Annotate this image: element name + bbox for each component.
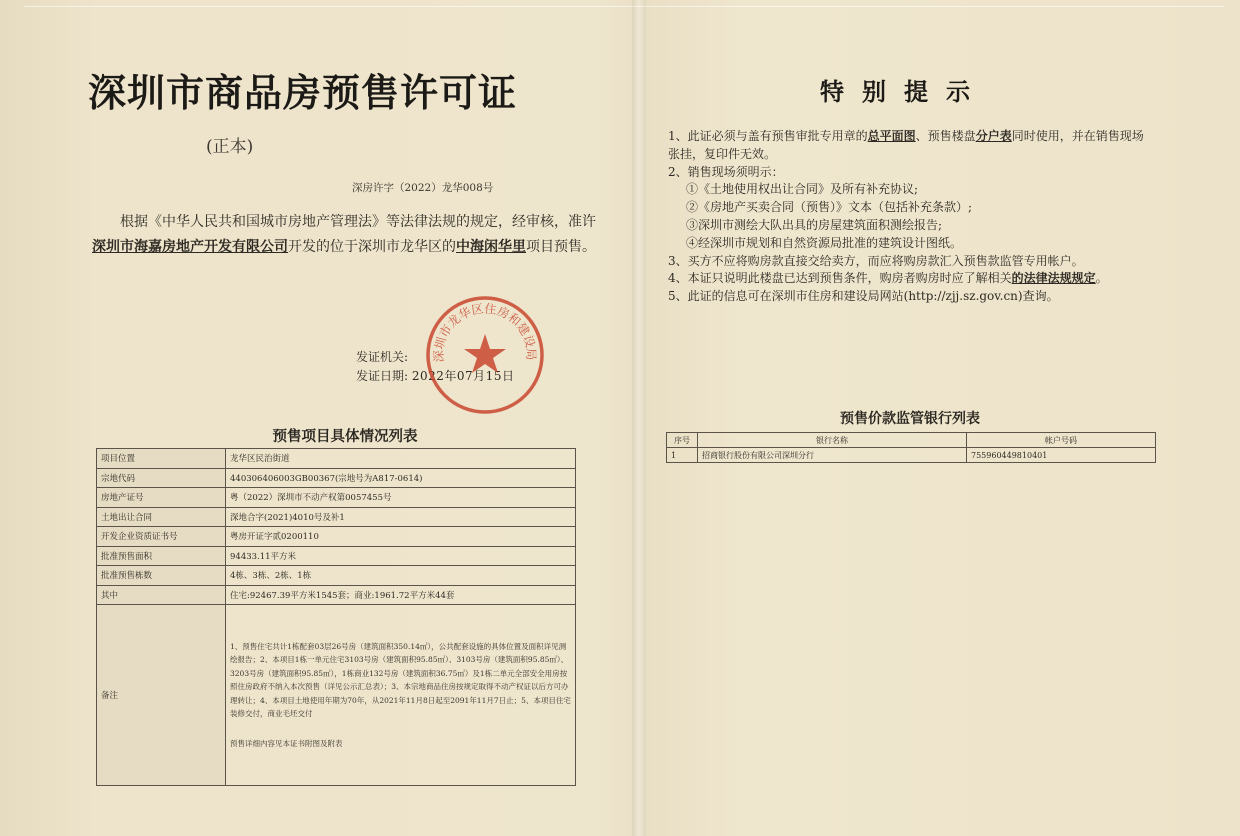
table-row: [97, 585, 576, 605]
right-page: [650, 0, 1190, 836]
date-label: 发证日期:: [356, 369, 409, 383]
body-part-2: 开发的位于深圳市龙华区的: [288, 239, 456, 255]
body-part-1: 根据《中华人民共和国城市房地产管理法》等法律法规的规定，经审核，准许: [120, 214, 596, 230]
table-row: [97, 507, 576, 527]
table-row: [97, 527, 576, 547]
notice-title: 特别提示: [820, 78, 988, 106]
notice-item-text: 。: [1095, 271, 1108, 286]
notice-item: [668, 164, 1148, 182]
notice-item: [668, 253, 1148, 271]
row-key: 宗地代码: [97, 468, 226, 488]
notice-item-text: 销售现场须明示：: [687, 164, 784, 179]
project-info-table: [96, 448, 576, 786]
notice-item: [668, 181, 1148, 199]
official-seal: [424, 294, 546, 416]
notice-item: [668, 270, 1148, 288]
remark-cell: [226, 605, 576, 786]
row-value: 440306406003GB00367(宗地号为A817-0614): [226, 468, 576, 488]
notice-item-emphasis: 分户表: [975, 129, 1012, 143]
notice-item: [668, 128, 1148, 164]
issue-date: 2022年07月15日: [411, 369, 515, 383]
row-value: 住宅:92467.39平方米1545套；商业:1961.72平方米44套: [226, 585, 576, 605]
bank-row-account: 755960449810401: [967, 448, 1156, 463]
row-value: 龙华区民治街道: [226, 449, 576, 469]
notice-item-text: 此证必须与盖有预售审批专用章的: [687, 129, 868, 143]
notice-item-emphasis: 的法律法规规定: [1011, 271, 1096, 286]
copy-type-label: (正本): [206, 137, 254, 157]
notice-item-number: 4、: [668, 271, 688, 286]
body-part-3: 项目预售。: [526, 239, 596, 255]
project-table-title: 预售项目具体情况列表: [272, 429, 418, 445]
notice-item-text: 此证的信息可在深圳市住房和建设局网站(http://zjj.sz.gov.cn)查询。: [687, 289, 1059, 304]
left-page: [60, 0, 630, 836]
bank-header-index: 序号: [667, 433, 698, 448]
bank-header-name: 银行名称: [698, 433, 967, 448]
bank-row-name: 招商银行股份有限公司深圳分行: [698, 448, 967, 463]
table-row: [97, 566, 576, 586]
certificate-title: 深圳市商品房预售许可证: [88, 71, 518, 115]
table-row: [97, 468, 576, 488]
table-row: [97, 449, 576, 469]
center-fold: [632, 0, 646, 836]
notice-item-text: 深圳市测绘大队出具的房屋建筑面积测绘报告;: [698, 217, 943, 232]
notice-item: [668, 235, 1148, 253]
notice-item-text: 本证只说明此楼盘已达到预售条件，购房者购房时应了解相关: [687, 271, 1012, 286]
notice-item-text: 《土地使用权出让合同》及所有补充协议;: [698, 182, 919, 197]
notice-item: [668, 199, 1148, 217]
notice-item-text: 、预售楼盘: [915, 129, 976, 143]
row-key: 开发企业资质证书号: [97, 527, 226, 547]
issuer-label: 发证机关:: [356, 350, 409, 364]
remark-text: 1、预售住宅共计1栋配套03层26号房（建筑面积350.14㎡），公共配套设施的具体位置及面积详见测绘报告；2、本项目1栋一单元住宅3103号房（建筑面积95.85㎡）、3103号房（建筑面积95.85㎡）、3203号房（建筑面积95.85㎡），1栋商业132号房（建筑面积36.75㎡）及1栋二单元全部安全用房按照住房政府不纳入本次预售（详见公示汇总表）；3、本宗地商品住房按规定取得不动产权证以后方可办理转让；4、本项目土地使用年期为70年，从2021年11月8日起至2091年11月7日止；5、本项目住宅装修交付，商业毛坯交付: [230, 641, 571, 719]
row-key: 房地产证号: [97, 488, 226, 508]
table-row: [97, 546, 576, 566]
remark-key: 备注: [97, 605, 226, 786]
notice-item-number: 3、: [668, 253, 688, 268]
notice-item-text: 《房地产买卖合同（预售）》文本（包括补充条款）;: [698, 200, 973, 215]
remark-footnote: 预售详细内容见本证书附图及附表: [230, 738, 343, 748]
notice-item-number: ②: [686, 200, 699, 215]
bank-table-title: 预售价款监管银行列表: [840, 411, 980, 427]
notice-item-text: 经深圳市规划和自然资源局批准的建筑设计图纸。: [698, 235, 963, 250]
notice-item: [668, 217, 1148, 235]
notice-item: [668, 288, 1148, 306]
notice-item-number: 5、: [668, 289, 688, 304]
row-value: 粤房开证字贰0200110: [226, 527, 576, 547]
row-value: 深地合字(2021)4010号及补1: [226, 507, 576, 527]
permit-number: 深房许字（2022）龙华008号: [352, 182, 494, 194]
bank-header-account: 帐户号码: [967, 433, 1156, 448]
row-key: 项目位置: [97, 449, 226, 469]
notice-item-number: 1、: [668, 129, 688, 143]
remark-row: [97, 605, 576, 786]
project-name: 中海闲华里: [456, 239, 526, 255]
bank-row-index: 1: [667, 448, 698, 463]
row-key: 土地出让合同: [97, 507, 226, 527]
notice-item-text: 同时使用，并在销售现场张挂，复印件无效。: [668, 129, 1144, 161]
row-key: 批准预售面积: [97, 546, 226, 566]
row-value: 粤（2022）深圳市不动产权第0057455号: [226, 488, 576, 508]
notice-item-number: 2、: [668, 164, 688, 179]
row-key: 批准预售栋数: [97, 566, 226, 586]
seal-text: 深圳市龙华区住房和建设局: [431, 301, 539, 363]
notice-item-text: 买方不应将购房款直接交给卖方，而应将购房款汇入预售款监管专用帐户。: [687, 253, 1084, 268]
notice-list: [668, 128, 1148, 306]
notice-item-emphasis: 总平面图: [867, 129, 916, 143]
certificate-body: [92, 210, 602, 260]
notice-item-number: ④: [686, 235, 699, 250]
table-row: [97, 488, 576, 508]
bank-row: [667, 448, 1156, 463]
developer-name: 深圳市海嘉房地产开发有限公司: [92, 239, 288, 255]
row-value: 94433.11平方米: [226, 546, 576, 566]
row-value: 4栋、3栋、2栋、1栋: [226, 566, 576, 586]
row-key: 其中: [97, 585, 226, 605]
bank-table: [666, 432, 1156, 463]
notice-item-number: ①: [686, 182, 699, 197]
notice-item-number: ③: [686, 217, 699, 232]
